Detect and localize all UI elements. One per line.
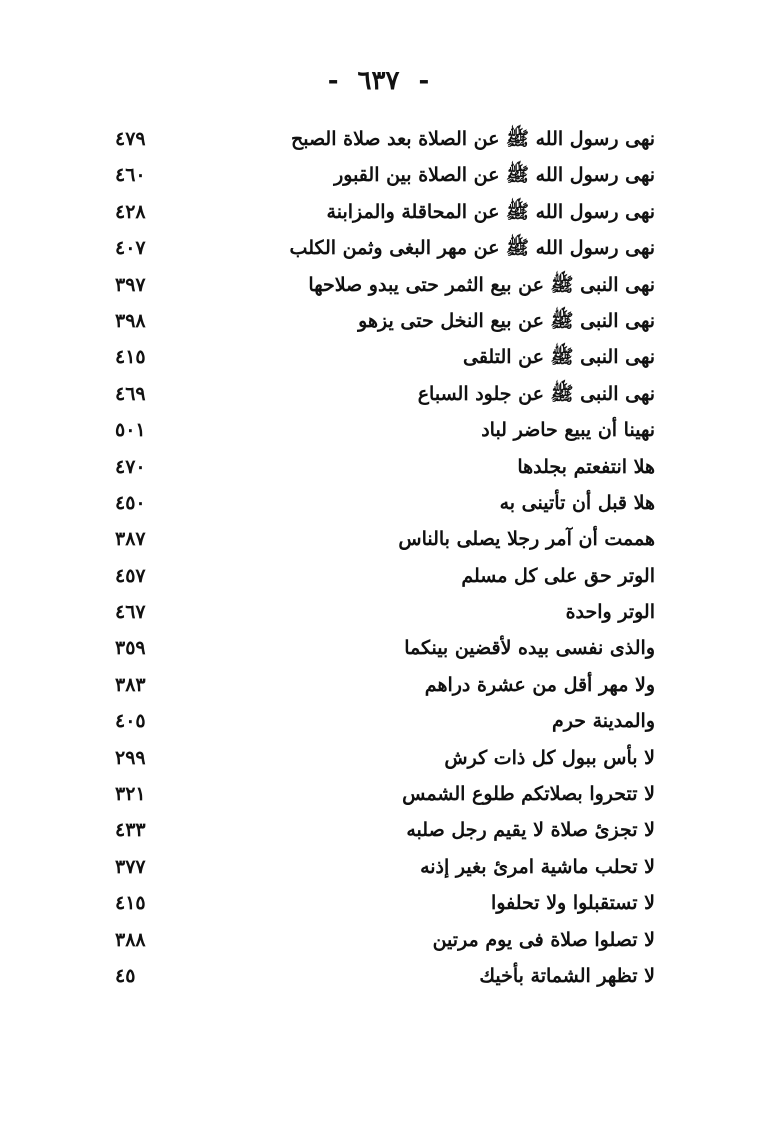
entry-text: ولا مهر أقل من عشرة دراهم bbox=[424, 673, 655, 696]
page-reference: ٣٨٨ bbox=[115, 928, 146, 951]
index-row bbox=[115, 197, 655, 233]
index-row bbox=[115, 342, 655, 378]
page-header bbox=[0, 66, 757, 96]
index-row bbox=[115, 306, 655, 342]
entry-text: الوتر حق على كل مسلم bbox=[461, 564, 655, 587]
page-reference: ٤٦٧ bbox=[115, 601, 146, 624]
entry-text: لا تتحروا بصلاتكم طلوع الشمس bbox=[402, 783, 655, 806]
index-row bbox=[115, 233, 655, 269]
page-reference: ٤٦٠ bbox=[115, 164, 146, 187]
entry-text: هممت أن آمر رجلا يصلى بالناس bbox=[398, 528, 655, 551]
page-reference: ٤٥٠ bbox=[115, 491, 146, 514]
page-reference: ٤٧٠ bbox=[115, 455, 146, 478]
index-row bbox=[115, 379, 655, 415]
page-reference: ٤١٥ bbox=[115, 892, 146, 915]
entry-text: نهينا أن يبيع حاضر لباد bbox=[481, 419, 655, 442]
entry-text: نهى النبى ﷺ عن التلقى bbox=[462, 346, 655, 369]
entry-text: لا تحلب ماشية امرئ بغير إذنه bbox=[420, 855, 655, 878]
index-row bbox=[115, 452, 655, 488]
index-row bbox=[115, 743, 655, 779]
index-row bbox=[115, 270, 655, 306]
index-row bbox=[115, 670, 655, 706]
page-reference: ٤٠٧ bbox=[115, 237, 146, 260]
page-reference: ٤٥٧ bbox=[115, 564, 146, 587]
index-row bbox=[115, 488, 655, 524]
entry-text: نهى النبى ﷺ عن بيع الثمر حتى يبدو صلاحها bbox=[308, 273, 655, 296]
page-reference: ٢٩٩ bbox=[115, 746, 146, 769]
entry-text: نهى رسول الله ﷺ عن المحاقلة والمزابنة bbox=[326, 200, 655, 223]
entry-text: هلا انتفعتم بجلدها bbox=[517, 455, 655, 478]
page-reference: ٣٢١ bbox=[115, 783, 146, 806]
page-number: ٦٣٧ bbox=[357, 66, 400, 96]
index-row bbox=[115, 852, 655, 888]
index-row bbox=[115, 888, 655, 924]
page-reference: ٣٩٨ bbox=[115, 309, 146, 332]
page-reference: ٤٠٥ bbox=[115, 710, 146, 733]
index-row bbox=[115, 597, 655, 633]
index-row bbox=[115, 961, 655, 997]
index-row bbox=[115, 524, 655, 560]
page-reference: ٣٨٧ bbox=[115, 528, 146, 551]
entry-text: لا تظهر الشماتة بأخيك bbox=[479, 964, 655, 987]
page-reference: ٤٧٩ bbox=[115, 128, 146, 150]
entry-text: نهى النبى ﷺ عن جلود السباع bbox=[417, 382, 655, 405]
index-row bbox=[115, 160, 655, 196]
index-row bbox=[115, 561, 655, 597]
entry-text: نهى النبى ﷺ عن بيع النخل حتى يزهو bbox=[358, 309, 655, 332]
index-row bbox=[115, 925, 655, 961]
page-reference: ٣٧٧ bbox=[115, 855, 146, 878]
index-row bbox=[115, 415, 655, 451]
entry-text: والذى نفسى بيده لأقضين بينكما bbox=[404, 637, 655, 660]
entry-text: لا تجزئ صلاة لا يقيم رجل صلبه bbox=[406, 819, 655, 842]
index-row bbox=[115, 124, 655, 160]
index-row bbox=[115, 633, 655, 669]
entry-text: نهى رسول الله ﷺ عن مهر البغى وثمن الكلب bbox=[289, 237, 655, 260]
index-row bbox=[115, 815, 655, 851]
index-row bbox=[115, 779, 655, 815]
entry-text: لا بأس ببول كل ذات كرش bbox=[444, 746, 655, 769]
header-left-mark: - bbox=[327, 66, 339, 96]
index-list bbox=[115, 124, 655, 997]
entry-text: هلا قبل أن تأتينى به bbox=[499, 491, 655, 514]
page-reference: ٣٥٩ bbox=[115, 637, 146, 660]
entry-text: لا تستقبلوا ولا تحلفوا bbox=[491, 892, 655, 915]
page-reference: ٣٨٣ bbox=[115, 673, 146, 696]
entry-text: الوتر واحدة bbox=[565, 601, 655, 624]
page-reference: ٤٢٨ bbox=[115, 200, 146, 223]
entry-text: نهى رسول الله ﷺ عن الصلاة بعد صلاة الصبح bbox=[290, 128, 655, 150]
entry-text: لا تصلوا صلاة فى يوم مرتين bbox=[432, 928, 655, 951]
page-reference: ٤٦٩ bbox=[115, 382, 146, 405]
page-reference: ٤٣٣ bbox=[115, 819, 146, 842]
index-row bbox=[115, 706, 655, 742]
page-reference: ٤٥ bbox=[115, 964, 136, 987]
entry-text: نهى رسول الله ﷺ عن الصلاة بين القبور bbox=[334, 164, 655, 187]
page-reference: ٥٠١ bbox=[115, 419, 146, 442]
page-reference: ٤١٥ bbox=[115, 346, 146, 369]
header-right-mark: - bbox=[418, 66, 430, 96]
page-reference: ٣٩٧ bbox=[115, 273, 146, 296]
entry-text: والمدينة حرم bbox=[551, 710, 655, 733]
